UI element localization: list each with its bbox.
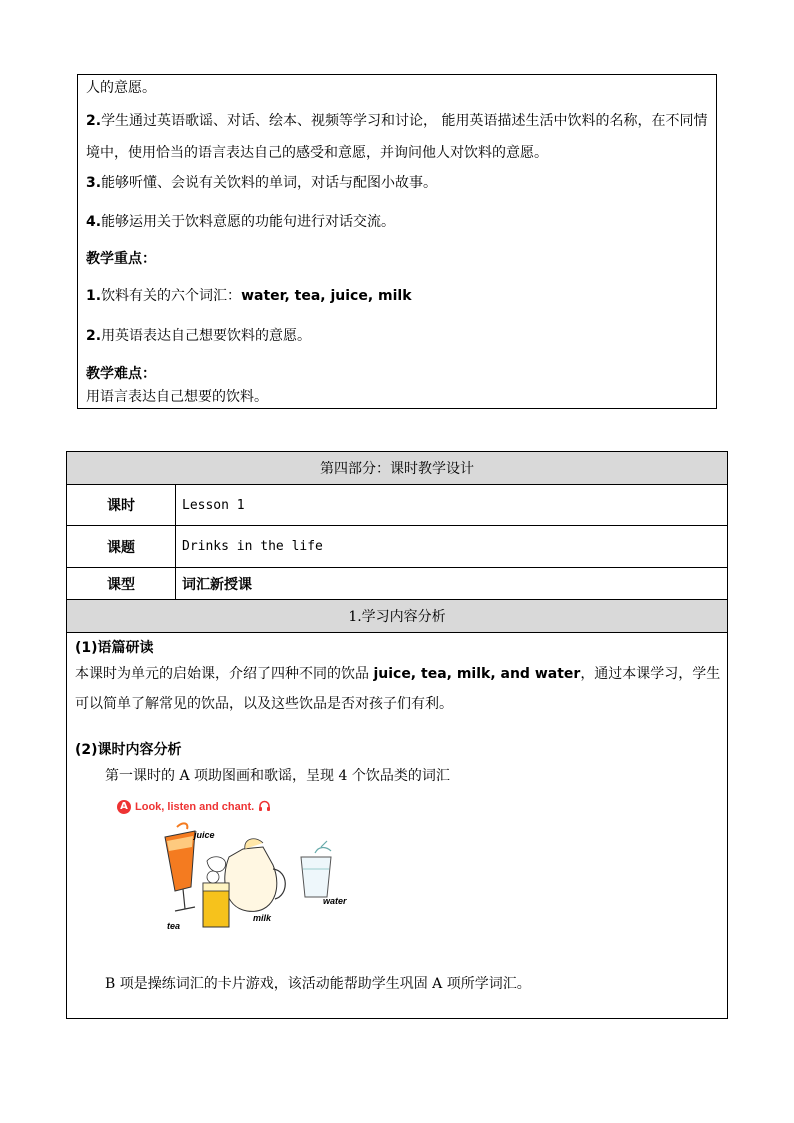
objective-2-number: 2. (86, 113, 102, 129)
subsection-2-line-2: B 项是操练词汇的卡片游戏，该活动能帮助学生巩固 A 项所学词汇。 (105, 976, 531, 992)
subsection-2-heading: (2)课时内容分析 (75, 742, 182, 758)
milk-jug-icon (225, 839, 285, 912)
table-row (67, 485, 728, 526)
row-label: 课题 (67, 526, 176, 568)
headphones-icon (258, 799, 271, 815)
objective-3-text: 能够听懂、会说有关饮料的单词，对话与配图小故事。 (101, 175, 438, 191)
subsection-1-words: juice, tea, milk, and water (373, 666, 581, 682)
key-point-1-number: 1. (86, 288, 102, 304)
objectives-box (77, 74, 717, 409)
table-row (67, 568, 728, 600)
drinks-drawing (117, 817, 377, 947)
key-point-2-text: 用英语表达自己想要饮料的意愿。 (101, 328, 312, 344)
activity-banner (117, 799, 271, 815)
objective-4 (86, 211, 395, 233)
subsection-1-text-b: ，通过本课学习，学生可以简单了解常见的饮品，以及这些饮品是否对孩子们有利。 (75, 666, 721, 712)
key-points-heading-text: 教学重点： (86, 251, 156, 267)
objective-2 (86, 105, 710, 169)
difficulty-heading (86, 363, 156, 385)
objective-3-number: 3. (86, 175, 102, 191)
label-juice: juice (194, 830, 215, 840)
water-glass-icon (301, 841, 331, 897)
row-label: 课时 (67, 485, 176, 526)
activity-banner-text: Look, listen and chant. (135, 801, 255, 813)
objective-2-text: 学生通过英语歌谣、对话、绘本、视频等学习和讨论， 能用英语描述生活中饮料的名称，在不同情境中，使用恰当的语言表达自己的感受和意愿，并询问他人对饮料的意愿。 (86, 113, 708, 161)
subsection-2-line-1: 第一课时的 A 项助图画和歌谣，呈现 4 个饮品类的词汇 (105, 768, 450, 784)
row-label: 课型 (67, 568, 176, 600)
subsection-1-text-a: 本课时为单元的启始课，介绍了四种不同的饮品 (75, 666, 374, 682)
lesson-design-table (66, 451, 728, 1019)
key-points-heading (86, 248, 156, 270)
drinks-illustration (117, 799, 377, 949)
key-point-2 (86, 325, 311, 347)
juice-glass-icon (165, 823, 195, 911)
subsection-1-heading: (1)语篇研读 (75, 640, 154, 656)
table-header: 第四部分：课时教学设计 (67, 452, 728, 485)
row-value: 词汇新授课 (176, 568, 728, 600)
objective-continuation: 人的意愿。 (86, 80, 156, 96)
objective-4-number: 4. (86, 214, 102, 230)
label-milk: milk (253, 913, 272, 923)
row-value: Lesson 1 (176, 485, 728, 526)
label-water: water (323, 896, 347, 906)
key-point-1-words: water, tea, juice, milk (241, 288, 412, 304)
key-point-1 (86, 285, 412, 307)
objective-4-text: 能够运用关于饮料意愿的功能句进行对话交流。 (101, 214, 396, 230)
table-row (67, 526, 728, 568)
activity-a-badge: A (117, 800, 131, 814)
analysis-cell (67, 633, 728, 1019)
row-value: Drinks in the life (176, 526, 728, 568)
key-point-2-number: 2. (86, 328, 102, 344)
key-point-1-text: 饮料有关的六个词汇： (101, 288, 242, 304)
label-tea: tea (167, 921, 181, 931)
difficulty-text: 用语言表达自己想要的饮料。 (86, 389, 268, 405)
difficulty-heading-text: 教学难点： (86, 366, 156, 382)
subsection-1-text (75, 659, 723, 719)
objective-3 (86, 172, 437, 194)
section-header: 1.学习内容分析 (67, 600, 728, 633)
